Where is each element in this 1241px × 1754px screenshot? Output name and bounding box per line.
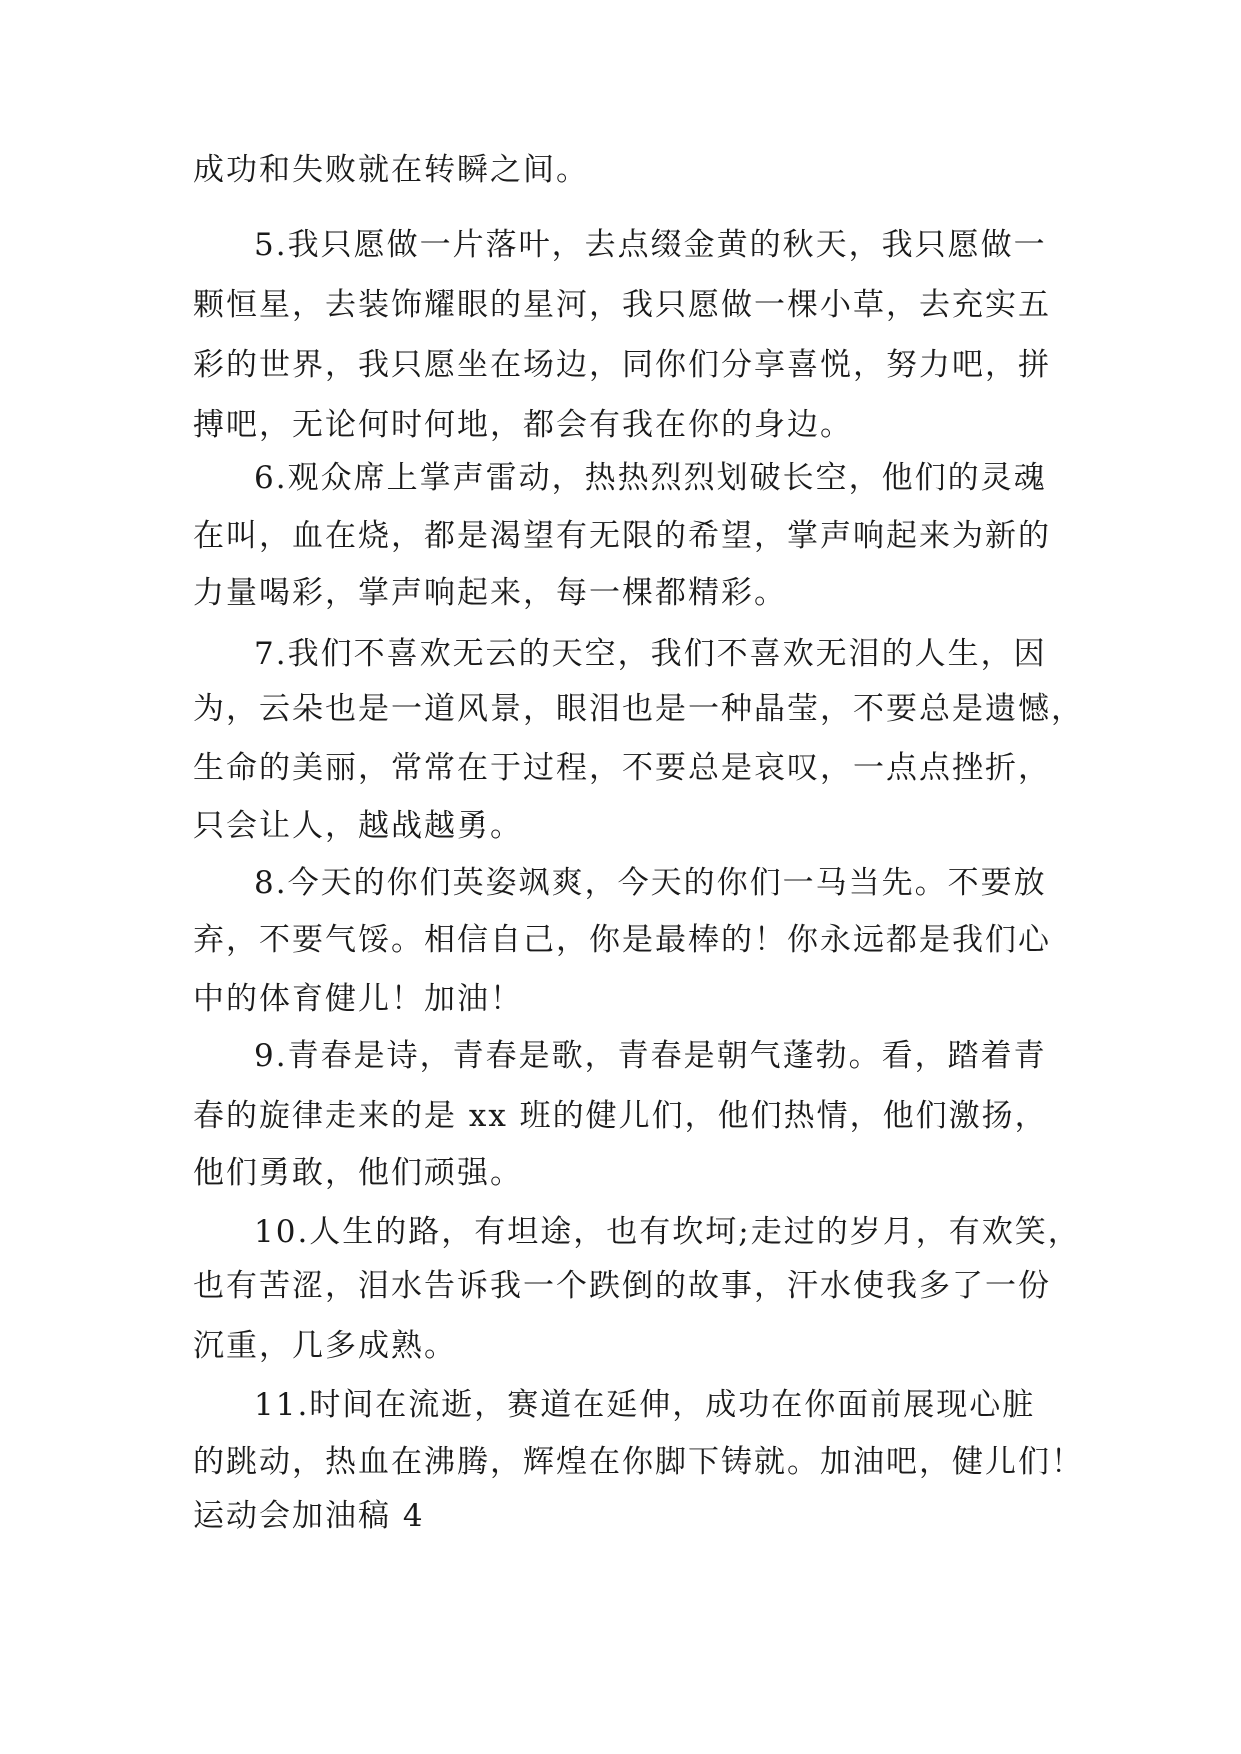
text-line: 10.人生的路，有坦途，也有坎坷;走过的岁月，有欢笑， bbox=[254, 1214, 1081, 1250]
text-line: 也有苦涩，泪水告诉我一个跌倒的故事，汗水使我多了一份 bbox=[193, 1268, 1051, 1304]
text-line: 沉重，几多成熟。 bbox=[193, 1328, 457, 1364]
text-line: 彩的世界，我只愿坐在场边，同你们分享喜悦，努力吧，拼 bbox=[193, 347, 1051, 383]
text-line: 力量喝彩，掌声响起来，每一棵都精彩。 bbox=[193, 575, 787, 611]
text-line: 搏吧，无论何时何地，都会有我在你的身边。 bbox=[193, 407, 853, 443]
text-line: 为，云朵也是一道风景，眼泪也是一种晶莹，不要总是遗憾， bbox=[193, 691, 1084, 727]
text-line: 的跳动，热血在沸腾，辉煌在你脚下铸就。加油吧，健儿们！ bbox=[193, 1444, 1084, 1480]
text-line: 春的旋律走来的是 xx 班的健儿们，他们热情，他们激扬， bbox=[193, 1098, 1048, 1134]
text-line: 他们勇敢，他们顽强。 bbox=[193, 1155, 523, 1191]
text-line: 成功和失败就在转瞬之间。 bbox=[193, 152, 589, 188]
text-line: 颗恒星，去装饰耀眼的星河，我只愿做一棵小草，去充实五 bbox=[193, 287, 1051, 323]
text-line: 中的体育健儿！加油！ bbox=[193, 981, 523, 1017]
text-line: 7.我们不喜欢无云的天空，我们不喜欢无泪的人生，因 bbox=[254, 636, 1047, 672]
text-line: 只会让人，越战越勇。 bbox=[193, 808, 523, 844]
text-line: 6.观众席上掌声雷动，热热烈烈划破长空，他们的灵魂 bbox=[254, 460, 1047, 496]
text-line: 生命的美丽，常常在于过程，不要总是哀叹，一点点挫折， bbox=[193, 750, 1051, 786]
text-line: 弃，不要气馁。相信自己，你是最棒的！你永远都是我们心 bbox=[193, 922, 1051, 958]
text-line: 11.时间在流逝，赛道在延伸，成功在你面前展现心脏 bbox=[254, 1387, 1036, 1423]
text-line: 9.青春是诗，青春是歌，青春是朝气蓬勃。看，踏着青 bbox=[254, 1038, 1047, 1074]
section-heading: 运动会加油稿 4 bbox=[193, 1498, 425, 1534]
text-line: 5.我只愿做一片落叶，去点缀金黄的秋天，我只愿做一 bbox=[254, 227, 1047, 263]
text-line: 8.今天的你们英姿飒爽，今天的你们一马当先。不要放 bbox=[254, 865, 1047, 901]
text-line: 在叫，血在烧，都是渴望有无限的希望，掌声响起来为新的 bbox=[193, 518, 1051, 554]
